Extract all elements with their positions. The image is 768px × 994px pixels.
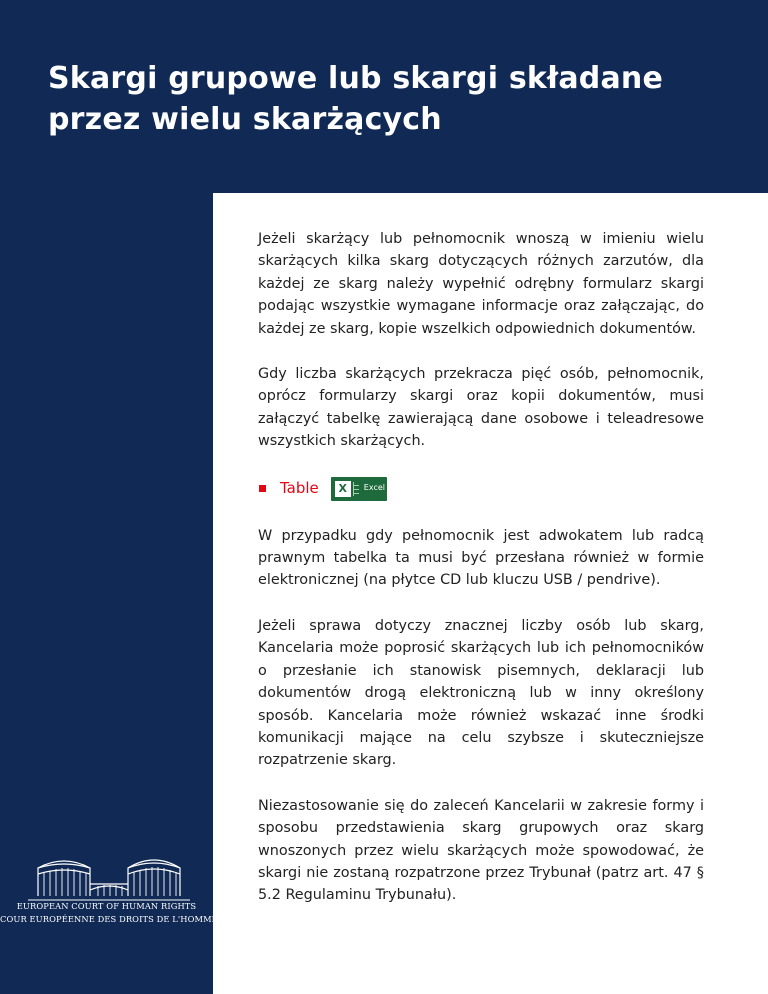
page-title: Skargi grupowe lub skargi składane przez wielu skarżących (48, 61, 664, 137)
court-name-french: COUR EUROPÉENNE DES DROITS DE L'HOMME (0, 914, 218, 924)
bullet-icon (259, 485, 266, 492)
table-download-row (258, 476, 704, 502)
paragraph-3: W przypadku gdy pełnomocnik jest adwokatem lub radcą prawnym tabelka ta musi być przesłana również w formie elektronicznej (na płytce CD lub kluczu USB / pendrive). (258, 527, 704, 589)
court-building-logo (24, 846, 194, 908)
main-content (258, 228, 704, 930)
table-link[interactable]: Table (280, 479, 319, 498)
paragraph-5: Niezastosowanie się do zaleceń Kancelarii w zakresie formy i sposobu przedstawienia skarg grupowych oraz skarg wnoszonych przez wielu skarżących może spowodować, że skargi nie zostaną rozpatrzone przez Trybunał (patrz art. 47 § 5.2 Regulaminu Trybunału). (258, 797, 704, 904)
court-name-english: EUROPEAN COURT OF HUMAN RIGHTS (16, 901, 197, 911)
excel-x-letter: X (335, 481, 351, 497)
paragraph-1: Jeżeli skarżący lub pełnomocnik wnoszą w imieniu wielu skarżących kilka skarg dotyczących różnych zarzutów, dla każdej ze skarg należy wypełnić odrębny formularz skargi podając wszystkie wymagane informacje oraz załączając, do każdej ze skarg, kopie wszelkich odpowiednich dokumentów. (258, 231, 704, 337)
excel-icon[interactable] (331, 477, 387, 501)
paragraph-4: Jeżeli sprawa dotyczy znacznej liczby osób lub skarg, Kancelaria może poprosić skarżących lub ich pełnomocników o przesłanie ich stanowisk pisemnych, deklaracji lub dokumentów drogą elektroniczną lub w inny określony sposób. Kancelaria może również wskazać inne środki komunikacji mające na celu szybsze i skuteczniejsze rozpatrzenie skarg. (258, 617, 704, 769)
excel-grid-icon (353, 482, 359, 496)
excel-label: Excel (363, 483, 385, 493)
paragraph-2: Gdy liczba skarżących przekracza pięć osób, pełnomocnik, oprócz formularzy skargi oraz kopii dokumentów, musi załączyć tabelkę zawierającą dane osobowe i teleadresowe wszystkich skarżących. (258, 366, 704, 450)
